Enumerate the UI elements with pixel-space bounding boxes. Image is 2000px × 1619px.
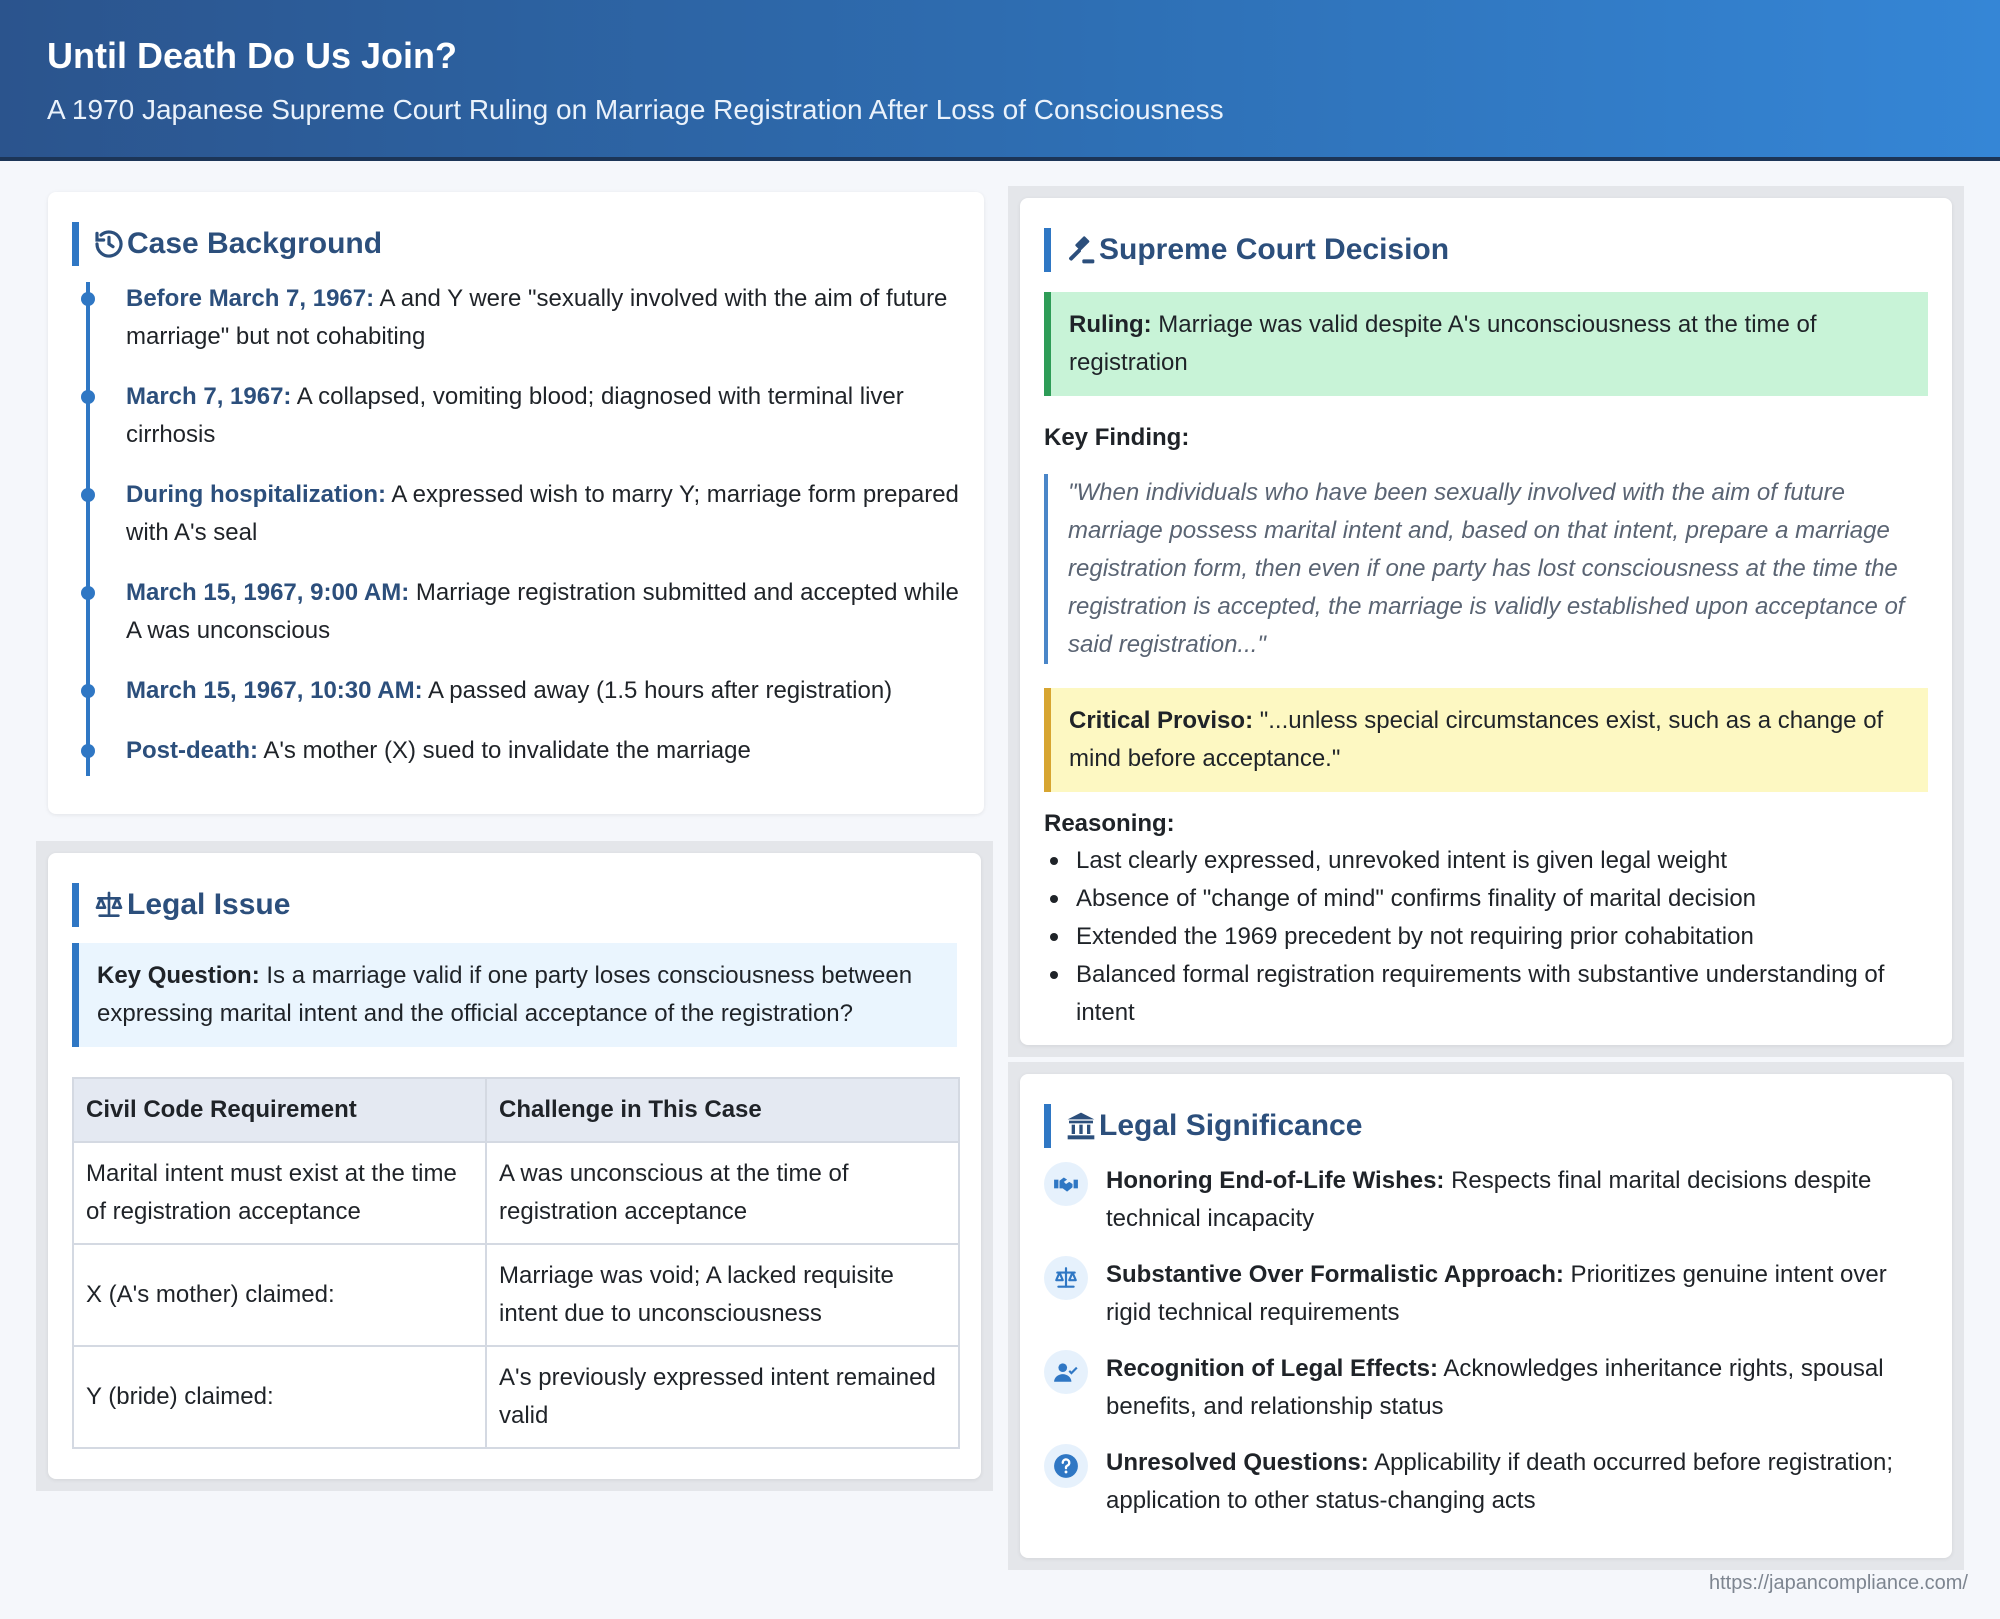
table-row <box>73 1142 959 1244</box>
timeline-text: A and Y were "sexually involved with the aim of future marriage" but not cohabiting <box>126 285 948 350</box>
timeline-item <box>86 672 960 710</box>
requirements-table <box>72 1077 960 1449</box>
significance-label: Unresolved Questions: <box>1106 1449 1369 1476</box>
list-item: Last clearly expressed, unrevoked intent is given legal weight <box>1044 842 1928 880</box>
case-background-heading <box>72 222 960 266</box>
timeline-item <box>86 574 960 650</box>
reasoning-list <box>1044 842 1928 1032</box>
key-question <box>72 943 957 1047</box>
footer-url[interactable]: https://japancompliance.com/ <box>1708 1572 1968 1594</box>
reasoning-label: Reasoning: <box>1044 810 1175 837</box>
timeline-date: Before March 7, 1967: <box>126 285 375 312</box>
timeline-item <box>86 280 960 356</box>
table-cell: Y (bride) claimed: <box>73 1346 486 1448</box>
ruling-box <box>1044 292 1928 396</box>
case-background-title: Case Background <box>127 227 383 260</box>
legal-issue-frame <box>36 841 993 1491</box>
table-cell: A's previously expressed intent remained valid <box>486 1346 959 1448</box>
table-header: Challenge in This Case <box>486 1078 959 1142</box>
proviso-label: Critical Proviso: <box>1069 707 1254 734</box>
significance-label: Substantive Over Formalistic Approach: <box>1106 1261 1564 1288</box>
decision-heading <box>1044 228 1928 272</box>
timeline-dot <box>81 684 95 698</box>
timeline-text: Marriage registration submitted and accepted while A was unconscious <box>126 579 959 644</box>
timeline-date: March 15, 1967, 9:00 AM: <box>126 579 410 606</box>
user-check-icon <box>1044 1350 1088 1394</box>
timeline-dot <box>81 586 95 600</box>
list-item <box>1044 1162 1928 1238</box>
page-header <box>0 0 2000 161</box>
timeline-item <box>86 378 960 454</box>
scale-icon <box>93 889 125 921</box>
significance-heading <box>1044 1104 1928 1148</box>
ruling-label: Ruling: <box>1069 311 1152 338</box>
timeline-date: During hospitalization: <box>126 481 386 508</box>
significance-title: Legal Significance <box>1099 1109 1363 1142</box>
table-cell: A was unconscious at the time of registration acceptance <box>486 1142 959 1244</box>
proviso-text: "...unless special circumstances exist, such as a change of mind before acceptance." <box>1069 707 1884 772</box>
table-header: Civil Code Requirement <box>73 1078 486 1142</box>
timeline-dot <box>81 488 95 502</box>
list-item: Balanced formal registration requirements with substantive understanding of intent <box>1044 956 1928 1032</box>
proviso-box <box>1044 688 1928 792</box>
timeline-dot <box>81 390 95 404</box>
significance-text: Applicability if death occurred before registration; application to other status-changing acts <box>1106 1449 1894 1514</box>
page-subtitle: A 1970 Japanese Supreme Court Ruling on Marriage Registration After Loss of Consciousness <box>47 94 1224 125</box>
significance-text: Respects final marital decisions despite technical incapacity <box>1106 1167 1872 1232</box>
landmark-icon <box>1065 1110 1097 1142</box>
history-icon <box>93 228 125 260</box>
question-icon <box>1044 1444 1088 1488</box>
decision-title: Supreme Court Decision <box>1099 233 1450 266</box>
timeline-text: A passed away (1.5 hours after registration) <box>422 677 893 704</box>
significance-text: Acknowledges inheritance rights, spousal benefits, and relationship status <box>1106 1355 1884 1420</box>
scale-icon <box>1044 1256 1088 1300</box>
significance-list <box>1044 1162 1928 1520</box>
list-item: Absence of "change of mind" confirms finality of marital decision <box>1044 880 1928 918</box>
timeline-date: March 15, 1967, 10:30 AM: <box>126 677 423 704</box>
legal-issue-card <box>48 853 981 1479</box>
key-question-label: Key Question: <box>97 962 260 989</box>
significance-text: Prioritizes genuine intent over rigid technical requirements <box>1106 1261 1887 1326</box>
key-finding-label: Key Finding: <box>1044 424 1190 451</box>
timeline-text: A's mother (X) sued to invalidate the marriage <box>258 737 751 764</box>
significance-label: Honoring End-of-Life Wishes: <box>1106 1167 1445 1194</box>
timeline-text: A expressed wish to marry Y; marriage form prepared with A's seal <box>126 481 959 546</box>
list-item <box>1044 1350 1928 1426</box>
table-cell: X (A's mother) claimed: <box>73 1244 486 1346</box>
page-title: Until Death Do Us Join? <box>47 35 458 76</box>
significance-card <box>1020 1074 1952 1558</box>
significance-label: Recognition of Legal Effects: <box>1106 1355 1439 1382</box>
legal-issue-title: Legal Issue <box>127 888 291 921</box>
timeline-item <box>86 732 960 770</box>
decision-card <box>1020 198 1952 1045</box>
table-cell: Marital intent must exist at the time of registration acceptance <box>73 1142 486 1244</box>
ruling-text: Marriage was valid despite A's unconsciousness at the time of registration <box>1069 311 1817 376</box>
timeline-dot <box>81 292 95 306</box>
handshake-icon <box>1044 1162 1088 1206</box>
timeline-date: March 7, 1967: <box>126 383 292 410</box>
list-item <box>1044 1256 1928 1332</box>
table-header-row <box>73 1078 959 1142</box>
gavel-icon <box>1065 234 1097 266</box>
timeline-date: Post-death: <box>126 737 258 764</box>
key-finding-quote: "When individuals who have been sexually involved with the aim of future marriage possess marital intent and, based on that intent, prepare a marriage registration form, then even if one party has lost consciousness at the time the registration is accepted, the marriage is validly established upon acceptance of said registration..." <box>1044 474 1928 664</box>
list-item <box>1044 1444 1928 1520</box>
significance-frame <box>1008 1062 1964 1570</box>
legal-issue-heading <box>72 883 957 927</box>
timeline <box>86 280 960 770</box>
timeline-item <box>86 476 960 552</box>
table-row <box>73 1244 959 1346</box>
timeline-text: A collapsed, vomiting blood; diagnosed with terminal liver cirrhosis <box>126 383 904 448</box>
table-row <box>73 1346 959 1448</box>
table-cell: Marriage was void; A lacked requisite intent due to unconsciousness <box>486 1244 959 1346</box>
case-background-card <box>48 192 984 814</box>
list-item: Extended the 1969 precedent by not requiring prior cohabitation <box>1044 918 1928 956</box>
decision-frame <box>1008 186 1964 1057</box>
timeline-dot <box>81 744 95 758</box>
key-question-text: Is a marriage valid if one party loses consciousness between expressing marital intent and the official acceptance of the registration? <box>97 962 913 1027</box>
